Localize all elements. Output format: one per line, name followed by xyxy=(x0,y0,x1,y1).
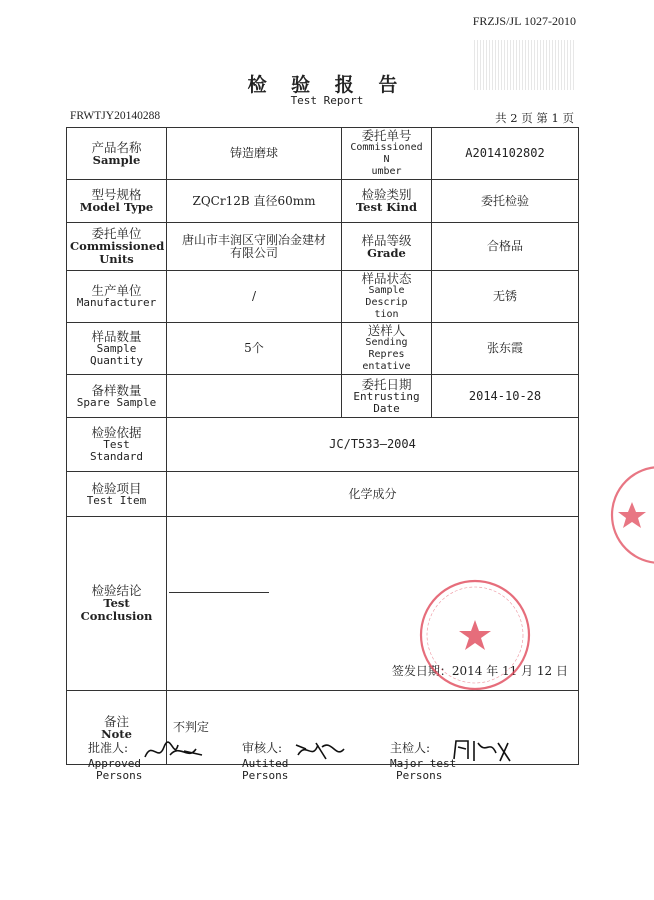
label-cell: 备样数量 Spare Sample xyxy=(67,375,167,418)
report-number: FRWTJY20140288 xyxy=(70,110,161,122)
grade-value: 合格品 xyxy=(432,223,579,271)
table-row xyxy=(67,180,579,223)
label-cell: 委托单位 Commissioned Units xyxy=(67,223,167,271)
official-seal-icon xyxy=(418,578,533,693)
quantity-value: 5个 xyxy=(167,323,342,375)
table-row xyxy=(67,418,579,472)
label-cell: 样品等级 Grade xyxy=(342,223,432,271)
manufacturer-value: / xyxy=(167,271,342,323)
table-row xyxy=(67,472,579,517)
page-title: 检 验 报 告 xyxy=(247,74,407,96)
commissioned-number-value: A2014102802 xyxy=(432,128,579,180)
page-info: 共 2 页 第 1 页 xyxy=(495,111,574,125)
label-cell: 检验结论 Test Conclusion xyxy=(67,517,167,691)
sample-value: 铸造磨球 xyxy=(167,128,342,180)
table-row xyxy=(67,271,579,323)
label-cell: 备注 Note xyxy=(67,691,167,765)
spare-sample-value xyxy=(167,375,342,418)
issue-date: 签发日期：2014 年 11 月 12 日 xyxy=(391,664,568,678)
audited-signature-block: 审核人: Autited Persons xyxy=(242,741,289,782)
commissioned-units-value: 唐山市丰润区守刚冶金建材 有限公司 xyxy=(167,223,342,271)
major-test-signature-block: 主检人: Major test Persons xyxy=(390,741,457,782)
label-cell: 样品数量 Sample Quantity xyxy=(67,323,167,375)
test-standard-value: JC/T533—2004 xyxy=(167,418,579,472)
table-row xyxy=(67,323,579,375)
major-test-signature xyxy=(448,735,518,767)
table-row xyxy=(67,375,579,418)
table-row xyxy=(67,223,579,271)
sample-description-value: 无锈 xyxy=(432,271,579,323)
label-cell: 样品状态 Sample Descrip tion xyxy=(342,271,432,323)
seal-fragment-icon xyxy=(610,450,654,580)
test-item-value: 化学成分 xyxy=(167,472,579,517)
page-subtitle: Test Report xyxy=(290,94,364,107)
note-value: 不判定 xyxy=(167,691,579,765)
test-kind-value: 委托检验 xyxy=(432,180,579,223)
table-row xyxy=(67,128,579,180)
model-value: ZQCr12B 直径60mm xyxy=(167,180,342,223)
label-cell: 检验类别 Test Kind xyxy=(342,180,432,223)
label-cell: 委托日期 Entrusting Date xyxy=(342,375,432,418)
label-cell: 检验项目 Test Item xyxy=(67,472,167,517)
audited-signature xyxy=(292,735,352,767)
approved-signature xyxy=(140,735,210,767)
label-cell: 委托单号 Commissioned N umber xyxy=(342,128,432,180)
label-cell: 生产单位 Manufacturer xyxy=(67,271,167,323)
label-cell: 型号规格 Model Type xyxy=(67,180,167,223)
label-cell: 产品名称 Sample xyxy=(67,128,167,180)
approved-signature-block: 批准人: Approved Persons xyxy=(88,741,143,782)
label-cell: 送样人 Sending Repres entative xyxy=(342,323,432,375)
label-cell: 检验依据 Test Standard xyxy=(67,418,167,472)
entrusting-date-value: 2014-10-28 xyxy=(432,375,579,418)
conclusion-line xyxy=(169,592,269,593)
document-code: FRZJS/JL 1027-2010 xyxy=(472,14,576,28)
sending-representative-value: 张东霞 xyxy=(432,323,579,375)
